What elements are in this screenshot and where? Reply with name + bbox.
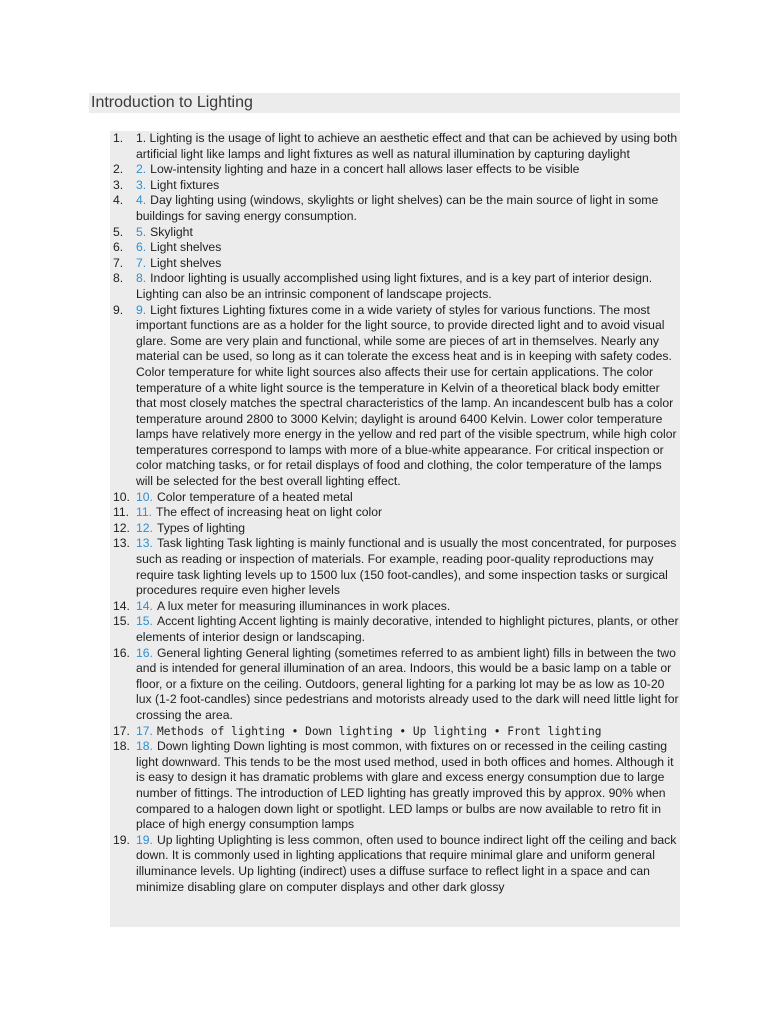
list-item-number: 10. [113,489,130,504]
list-item-number: 1. [113,131,124,145]
list-item-text: Skylight [150,224,193,239]
list-item-number: 14. [113,598,130,613]
list-item-number: 13. [113,536,130,551]
reference-link[interactable]: 13. [136,536,153,551]
list-item [110,536,680,598]
reference-link[interactable]: 16. [136,645,153,660]
list-item [110,739,680,833]
list-item-text: Light shelves [150,255,222,270]
list-item-text: General lighting General lighting (sometimes referred to as ambient light) fills in between the two and is intended for general illumination of an area. Indoors, this would be a basic lamp on a table or floor, or a fixture on the ceiling. Outdoors, general lighting for a parking lot may be as low as 10-20 lux (1-2 foot-candles) since pedestrians and motorists already used to the dark will need little light for crossing the area. [136,645,679,722]
list-item-number: 17. [113,723,130,738]
list-item-text: Methods of lighting • Down lighting • Up lighting • Front lighting [156,724,602,738]
list-item-number: 4. [113,193,124,208]
reference-link[interactable]: 18. [136,739,153,754]
list-item [110,178,680,194]
numbered-list [110,131,680,895]
list-item [110,303,680,490]
list-item [110,271,680,302]
list-item-number: 18. [113,739,130,754]
reference-link[interactable]: 4. [136,193,147,208]
title-bar [89,93,680,113]
list-item [110,193,680,224]
list-item [110,614,680,645]
list-item [110,521,680,537]
list-item-number: 8. [113,271,124,286]
list-item-number: 2. [113,162,124,177]
list-item [110,256,680,272]
list-item-number: 11. [113,505,130,520]
list-item-text: Day lighting using (windows, skylights or light shelves) can be the main source of light in some buildings for saving energy consumption. [136,193,659,223]
list-item-text: The effect of increasing heat on light color [156,505,383,520]
list-item-number: 15. [113,614,130,629]
list-item [110,646,680,724]
reference-link[interactable]: 15. [136,614,153,629]
list-item [110,833,680,895]
reference-link[interactable]: 17. [136,723,153,738]
list-item-number: 12. [113,520,130,535]
reference-link[interactable]: 6. [136,240,147,255]
list-item [110,131,680,162]
list-item [110,599,680,615]
list-item-text: Light fixtures [150,177,220,192]
list-item [110,162,680,178]
list-item [110,240,680,256]
list-item-text: Low-intensity lighting and haze in a concert hall allows laser effects to be visible [150,162,580,177]
reference-link[interactable]: 12. [136,520,153,535]
reference-link[interactable]: 9. [136,302,147,317]
list-item-number: 5. [113,224,124,239]
list-item-text: Task lighting Task lighting is mainly functional and is usually the most concentrated, for purposes such as reading or inspection of materials. For example, reading poor-quality reproductions may require task lighting levels up to 1500 lux (150 foot-candles), and some inspection tasks or surgical procedures require even higher levels [136,536,677,598]
list-item [110,225,680,241]
reference-link[interactable]: 11. [136,505,153,520]
list-item [110,490,680,506]
list-item-number: 3. [113,177,124,192]
list-item-text: Light shelves [150,240,222,255]
content-panel [110,131,680,927]
list-item-text: Down lighting Down lighting is most common, with fixtures on or recessed in the ceiling casting light downward. This tends to be the most used method, used in both offices and homes. Although it is easy to design it has dramatic problems with glare and excess energy consumption due to large number of fittings. The introduction of LED lighting has greatly improved this by approx. 90% when compared to a halogen down light or spotlight. LED lamps or bulbs are now available to retro fit in place of high energy consumption lamps [136,739,674,832]
list-item-text: Light fixtures Lighting fixtures come in a wide variety of styles for various functions. The most important functions are as a holder for the light source, to provide directed light and to avoid visual glare. Some are very plain and functional, while some are pieces of art in themselves. Nearly any material can be used, so long as it can tolerate the excess heat and is in keeping with safety codes. Color temperature for white light sources also affects their use for certain applications. The color temperature of a white light source is the temperature in Kelvin of a theoretical black body emitter that most closely matches the spectral characteristics of the lamp. An incandescent bulb has a color temperature around 2800 to 3000 Kelvin; daylight is around 6400 Kelvin. Lower color temperature lamps have relatively more energy in the yellow and red part of the visible spectrum, while high color temperatures correspond to lamps with more of a blue-white appearance. For critical inspection or color matching tasks, or for retail displays of food and clothing, the color temperature of the lamps will be selected for the best overall lighting effect. [136,302,677,489]
list-item-number: 16. [113,645,130,660]
list-item-text: Color temperature of a heated metal [156,489,353,504]
list-item-text: Accent lighting Accent lighting is mainly decorative, intended to highlight pictures, plants, or other elements of interior design or landscaping. [136,614,679,644]
reference-link[interactable]: 10. [136,489,153,504]
page-title: Introduction to Lighting [91,94,253,111]
reference-link[interactable]: 3. [136,177,147,192]
reference-link[interactable]: 2. [136,162,147,177]
list-item [110,724,680,740]
list-item-number: 9. [113,302,124,317]
list-item-text: 1. Lighting is the usage of light to achieve an aesthetic effect and that can be achieved by using both artificial light like lamps and light fixtures as well as natural illumination by capturing daylight [136,131,678,161]
list-item-number: 19. [113,832,130,847]
list-item-number: 7. [113,255,124,270]
reference-link[interactable]: 8. [136,271,147,286]
reference-link[interactable]: 7. [136,255,147,270]
list-item-text: Up lighting Uplighting is less common, often used to bounce indirect light off the ceiling and back down. It is commonly used in lighting applications that require minimal glare and uniform general illuminance levels. Up lighting (indirect) uses a diffuse surface to reflect light in a space and can minimize disabling glare on computer displays and other dark glossy [136,832,677,894]
reference-link[interactable]: 19. [136,832,153,847]
list-item [110,505,680,521]
list-item-text: Types of lighting [156,520,246,535]
list-item-text: Indoor lighting is usually accomplished using light fixtures, and is a key part of interior design. Lighting can also be an intrinsic component of landscape projects. [136,271,653,301]
reference-link[interactable]: 14. [136,598,153,613]
list-item-number: 6. [113,240,124,255]
list-item-text: A lux meter for measuring illuminances in work places. [156,598,451,613]
reference-link[interactable]: 5. [136,224,147,239]
